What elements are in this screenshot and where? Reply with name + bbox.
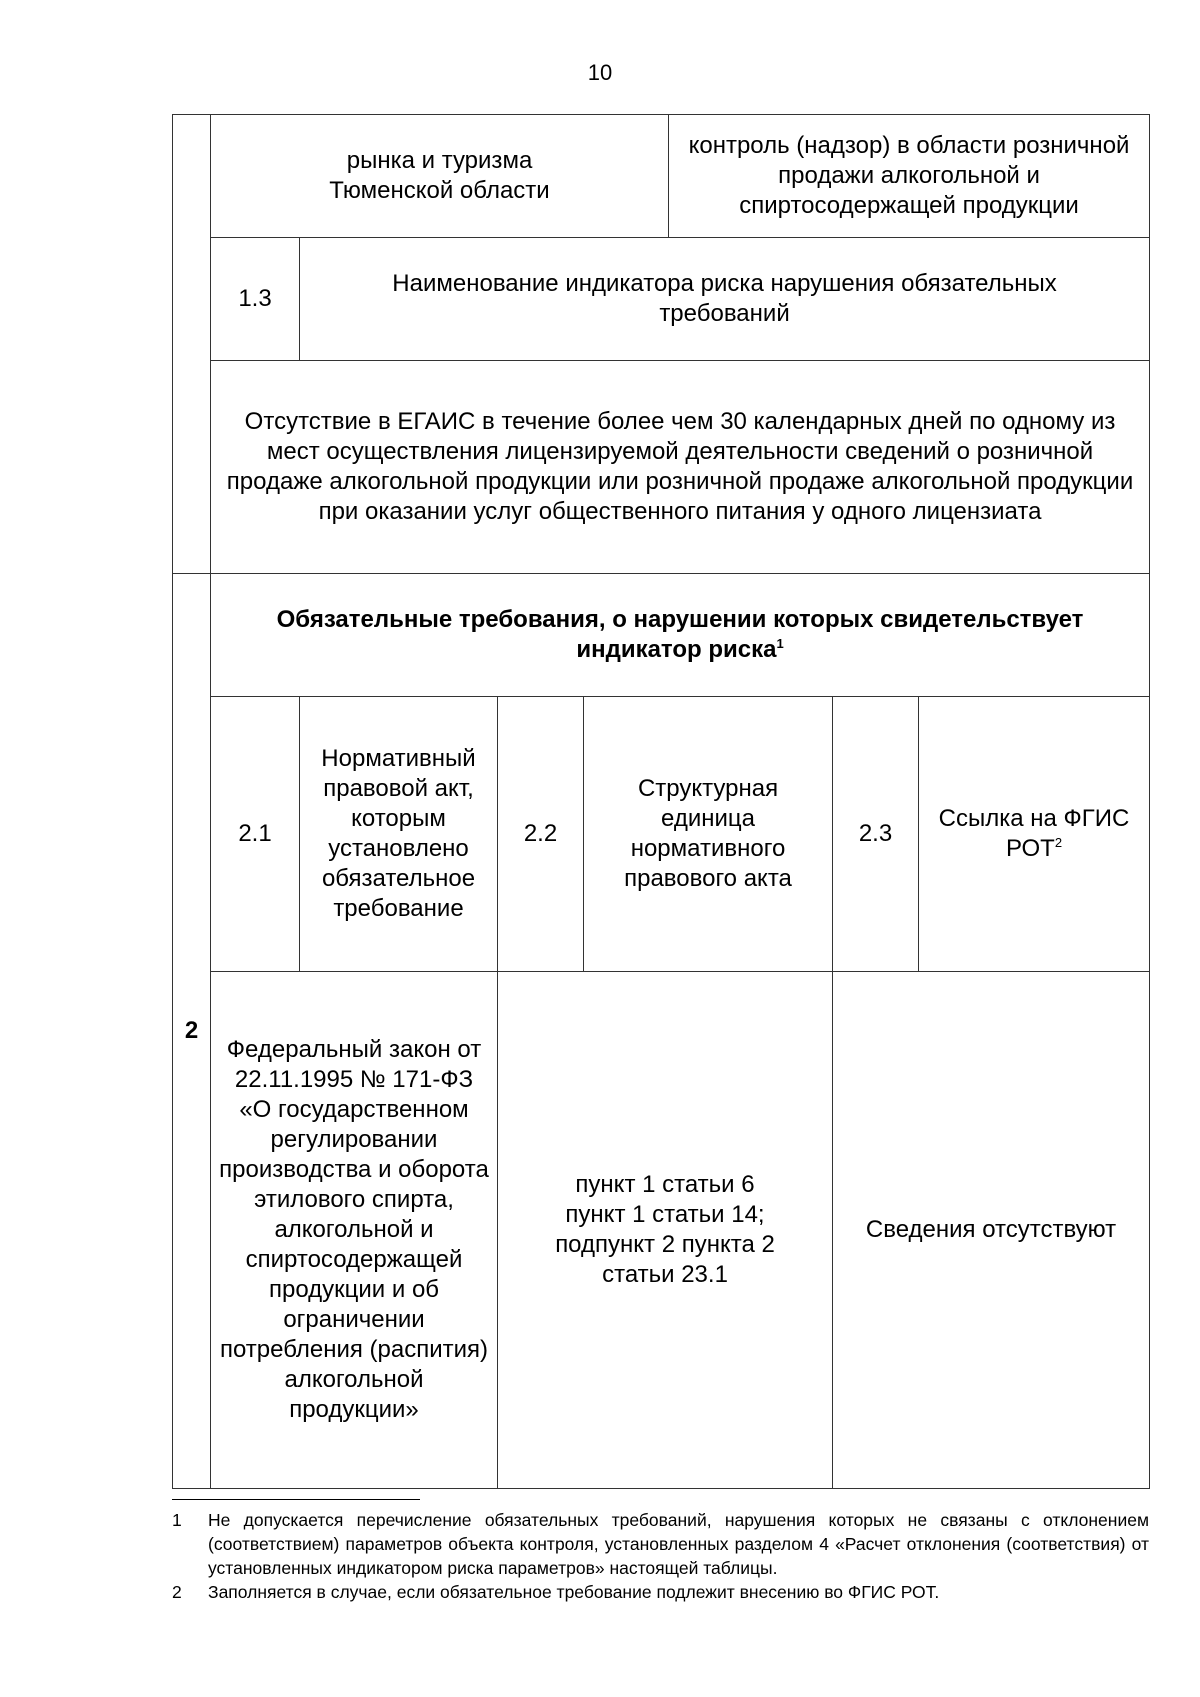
footnote-text: Не допускается перечисление обязательных требований, нарушения которых не связаны с отклонением (соответствием) параметров объекта контроля, установленных разделом 4 «Расчет отклонения (соответствия) от установленных индикатором риска параметров» настоящей таблицы. bbox=[208, 1510, 1149, 1578]
col-2-2-number: 2.2 bbox=[498, 697, 584, 972]
footnote-number: 1 bbox=[172, 1510, 182, 1530]
risk-indicator-table bbox=[172, 114, 1150, 1489]
footnote-text: Заполняется в случае, если обязательное требование подлежит внесению во ФГИС РОТ. bbox=[208, 1582, 940, 1602]
col-2-1-label: Нормативный правовой акт, которым установлено обязательное требование bbox=[300, 697, 498, 972]
fgis-link-cell: Сведения отсутствуют bbox=[833, 972, 1150, 1489]
table-row bbox=[173, 972, 1150, 1489]
footnotes bbox=[172, 1508, 1149, 1604]
control-type-cell: контроль (надзор) в области розничной продажи алкогольной и спиртосодержащей продукции bbox=[669, 115, 1150, 238]
col-2-2-label: Структурная единица нормативного правового акта bbox=[584, 697, 833, 972]
footnote-ref-2: 2 bbox=[1054, 835, 1063, 850]
structural-unit-cell bbox=[498, 972, 833, 1489]
page-number: 10 bbox=[587, 60, 613, 85]
requirements-header bbox=[211, 574, 1150, 697]
col-2-3-label-text: Ссылка на ФГИС РОТ bbox=[938, 805, 1130, 862]
footnote-item bbox=[172, 1508, 1149, 1580]
table-row bbox=[173, 697, 1150, 972]
footnote-ref-1: 1 bbox=[776, 636, 784, 651]
footnote-divider bbox=[172, 1499, 420, 1500]
unit-line: подпункт 2 пункта 2 bbox=[555, 1231, 775, 1258]
indicator-text: Отсутствие в ЕГАИС в течение более чем 30 календарных дней по одному из мест осуществления лицензируемой деятельности сведений о розничной продаже алкогольной продукции или розничной продаже алкогольной продукции при оказании услуг общественного питания у одного лицензиата bbox=[211, 361, 1150, 574]
indicator-label-number: 1.3 bbox=[211, 238, 300, 361]
table-row bbox=[173, 115, 1150, 238]
col-2-1-number: 2.1 bbox=[211, 697, 300, 972]
requirements-header-text: Обязательные требования, о нарушении которых свидетельствует индикатор риска bbox=[276, 606, 1084, 663]
legal-act-cell: Федеральный закон от 22.11.1995 № 171-ФЗ «О государственном регулировании производства и оборота этилового спирта, алкогольной и спиртосодержащей продукции и об ограничении потребления (распития) алкогольной продукции» bbox=[211, 972, 498, 1489]
unit-line: статьи 23.1 bbox=[602, 1261, 728, 1288]
table-row bbox=[173, 361, 1150, 574]
row-number-1 bbox=[173, 115, 211, 574]
row-number-2: 2 bbox=[173, 574, 211, 1489]
authority-name-cell: рынка и туризма Тюменской области bbox=[211, 115, 669, 238]
table-row bbox=[173, 238, 1150, 361]
indicator-label: Наименование индикатора риска нарушения обязательных требований bbox=[300, 238, 1150, 361]
unit-line: пункт 1 статьи 14; bbox=[565, 1201, 765, 1228]
footnote-item bbox=[172, 1580, 1149, 1604]
col-2-3-label bbox=[919, 697, 1150, 972]
table-row bbox=[173, 574, 1150, 697]
footnote-number: 2 bbox=[172, 1582, 182, 1602]
unit-line: пункт 1 статьи 6 bbox=[575, 1171, 755, 1198]
col-2-3-number: 2.3 bbox=[833, 697, 919, 972]
